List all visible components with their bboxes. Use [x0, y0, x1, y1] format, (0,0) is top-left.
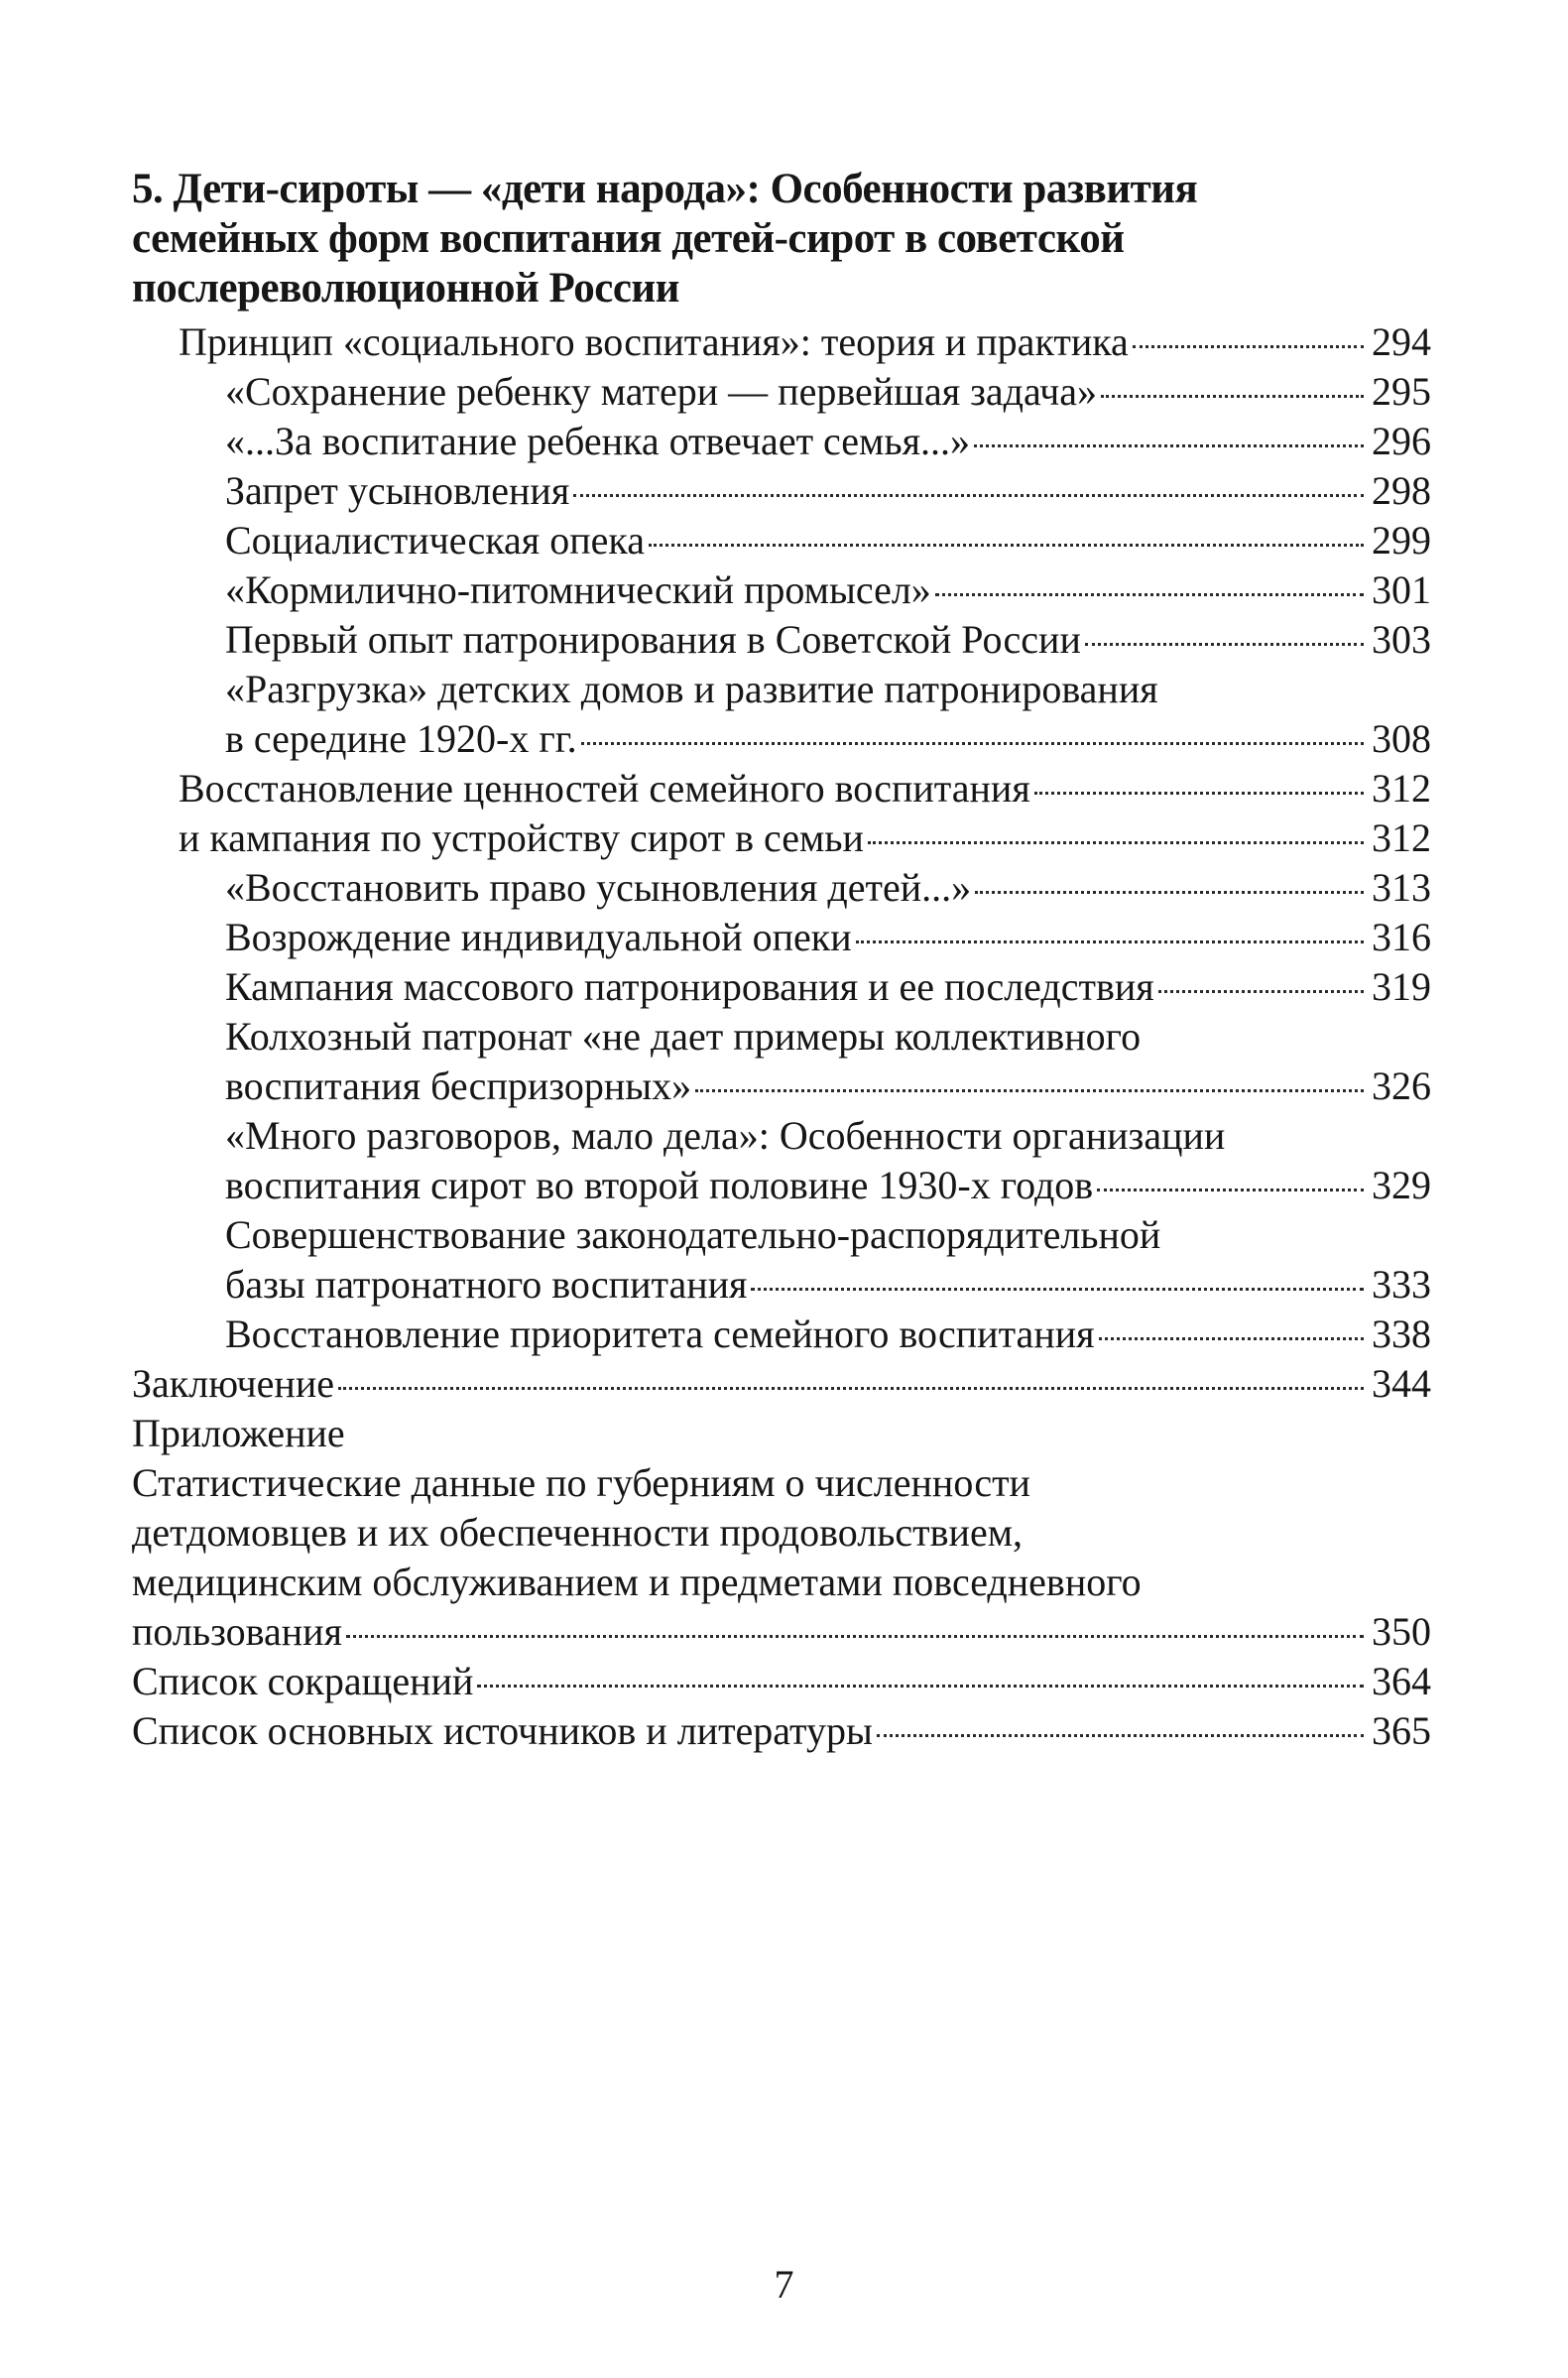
toc-entry-title: детдомовцев и их обеспеченности продовольствием,	[132, 1510, 1024, 1555]
toc-page-number: 338	[1372, 1312, 1431, 1356]
dot-leader	[975, 891, 1364, 894]
toc-entry-line	[225, 913, 1431, 962]
toc-entry-line	[225, 615, 1431, 665]
toc-entry-title: Социалистическая опека	[225, 518, 645, 563]
toc-page-number: 296	[1372, 419, 1431, 463]
toc-entry-line	[179, 814, 1431, 863]
toc-entry	[132, 1657, 1431, 1706]
toc-entry-title: «Сохранение ребенку матери — первейшая задача»	[225, 369, 1098, 414]
dot-leader	[1158, 990, 1364, 993]
toc-entry-title: Запрет усыновления	[225, 468, 570, 513]
dot-leader	[581, 742, 1364, 745]
toc-entry-title: Возрождение индивидуальной опеки	[225, 915, 852, 959]
dot-leader	[1101, 395, 1364, 398]
toc-page-number: 329	[1372, 1163, 1431, 1207]
toc-entry-line	[179, 764, 1431, 814]
toc-entry	[132, 516, 1431, 565]
toc-entry	[132, 1359, 1431, 1409]
toc-page-number: 333	[1372, 1262, 1431, 1307]
dot-leader	[1085, 643, 1364, 646]
dot-leader	[649, 544, 1364, 547]
toc-entry-line	[179, 317, 1431, 367]
toc-page-number: 344	[1372, 1361, 1431, 1406]
toc-entry-line	[225, 367, 1431, 417]
toc-entry-title: и кампания по устройству сирот в семьи	[179, 815, 864, 860]
toc-entry-title: Восстановление приоритета семейного воспитания	[225, 1312, 1095, 1356]
table-of-contents-page	[132, 165, 1431, 1756]
toc-entry	[132, 1012, 1431, 1111]
toc-entry-title: в середине 1920-х гг.	[225, 716, 577, 761]
toc-entry-title: Список основных источников и литературы	[132, 1708, 873, 1753]
dot-leader	[573, 494, 1364, 497]
toc-entry	[132, 1409, 1431, 1458]
toc-entry-line	[132, 1607, 1431, 1657]
dot-leader	[1133, 345, 1364, 348]
toc-entry	[132, 814, 1431, 863]
toc-entry	[132, 317, 1431, 367]
toc-entry-line	[225, 1310, 1431, 1359]
toc-entry-title: Колхозный патронат «не дает примеры коллективного	[225, 1014, 1142, 1059]
section-heading-line: послереволюционной России	[132, 265, 679, 312]
dot-leader	[1097, 1189, 1364, 1191]
toc-page-number: 299	[1372, 518, 1431, 563]
toc-entry-line	[225, 714, 1431, 764]
toc-page-number: 303	[1372, 617, 1431, 662]
toc-entry-title: «...За воспитание ребенка отвечает семья...»	[225, 419, 970, 463]
toc-page-number: 312	[1372, 766, 1431, 811]
toc-entry-line	[132, 1706, 1431, 1756]
toc-entry-line	[225, 962, 1431, 1012]
toc-entry	[132, 417, 1431, 466]
toc-page-number: 294	[1372, 319, 1431, 364]
dot-leader	[346, 1635, 1364, 1638]
toc-page-number: 316	[1372, 915, 1431, 959]
dot-leader	[856, 940, 1364, 943]
dot-leader	[338, 1387, 1364, 1390]
toc-entry	[132, 1706, 1431, 1756]
toc-page-number: 295	[1372, 369, 1431, 414]
page-number: 7	[774, 2262, 794, 2307]
toc-entry-line	[132, 1657, 1431, 1706]
toc-page-number: 301	[1372, 567, 1431, 612]
toc-entry	[132, 1310, 1431, 1359]
toc-entry	[132, 1111, 1431, 1210]
toc-entry-title: «Восстановить право усыновления детей...»	[225, 865, 972, 910]
toc-page-number: 298	[1372, 468, 1431, 513]
toc-entry-line	[132, 1359, 1431, 1409]
dot-leader	[935, 593, 1364, 596]
toc-entry	[132, 367, 1431, 417]
toc-entry	[132, 1210, 1431, 1310]
toc-entry	[132, 913, 1431, 962]
toc-page-number: 326	[1372, 1064, 1431, 1108]
toc-entry-title: Принцип «социального воспитания»: теория и практика	[179, 319, 1129, 364]
toc-page-number: 319	[1372, 964, 1431, 1009]
dot-leader	[695, 1089, 1364, 1092]
toc-entry-title: воспитания сирот во второй половине 1930-х годов	[225, 1163, 1094, 1207]
dot-leader	[751, 1288, 1364, 1291]
toc-entry-title: Заключение	[132, 1361, 334, 1406]
toc-entry-title: «Кормилично-питомнический промысел»	[225, 567, 931, 612]
toc-entry	[132, 466, 1431, 516]
toc-entry-line	[225, 1062, 1431, 1111]
toc-entry-title: медицинским обслуживанием и предметами повседневного	[132, 1560, 1142, 1604]
toc-page-number: 350	[1372, 1609, 1431, 1654]
toc-page-number: 308	[1372, 716, 1431, 761]
toc-entry-line	[225, 1161, 1431, 1210]
section-heading-line: 5. Дети-сироты — «дети народа»: Особенности развития	[132, 166, 1198, 212]
dot-leader	[877, 1734, 1364, 1737]
dot-leader	[1034, 792, 1364, 795]
toc-entry	[132, 863, 1431, 913]
toc-entry-line	[225, 565, 1431, 615]
toc-page-number: 365	[1372, 1708, 1431, 1753]
toc-entry	[132, 665, 1431, 764]
toc-entry	[132, 565, 1431, 615]
toc-entry-line	[225, 466, 1431, 516]
toc-entry	[132, 764, 1431, 814]
dot-leader	[868, 841, 1364, 844]
toc-entry	[132, 615, 1431, 665]
toc-entry-title: Кампания массового патронирования и ее последствия	[225, 964, 1154, 1009]
toc-entry-title: «Разгрузка» детских домов и развитие патронирования	[225, 667, 1158, 711]
section-heading-line: семейных форм воспитания детей-сирот в советской	[132, 215, 1125, 262]
toc-list	[132, 317, 1431, 1756]
toc-entry-title: Статистические данные по губерниям о численности	[132, 1460, 1030, 1505]
toc-entry-title: базы патронатного воспитания	[225, 1262, 748, 1307]
dot-leader	[1099, 1337, 1364, 1340]
toc-page-number: 313	[1372, 865, 1431, 910]
toc-entry-line	[225, 417, 1431, 466]
toc-entry-line	[225, 516, 1431, 565]
section-heading	[132, 165, 1431, 313]
toc-entry-title: Список сокращений	[132, 1659, 474, 1703]
dot-leader	[477, 1685, 1364, 1688]
toc-entry	[132, 1458, 1431, 1657]
toc-entry-title: Восстановление ценностей семейного воспитания	[179, 766, 1030, 811]
toc-entry-title: Приложение	[132, 1411, 345, 1455]
toc-entry-title: пользования	[132, 1609, 342, 1654]
toc-entry-title: воспитания беспризорных»	[225, 1064, 692, 1108]
toc-page-number: 312	[1372, 815, 1431, 860]
toc-entry	[132, 962, 1431, 1012]
dot-leader	[974, 444, 1364, 447]
toc-page-number: 364	[1372, 1659, 1431, 1703]
toc-entry-line	[225, 1260, 1431, 1310]
toc-entry-line	[225, 863, 1431, 913]
toc-entry-title: Совершенствование законодательно-распорядительной	[225, 1212, 1161, 1257]
toc-entry-title: «Много разговоров, мало дела»: Особенности организации	[225, 1113, 1226, 1158]
toc-entry-title: Первый опыт патронирования в Советской России	[225, 617, 1081, 662]
